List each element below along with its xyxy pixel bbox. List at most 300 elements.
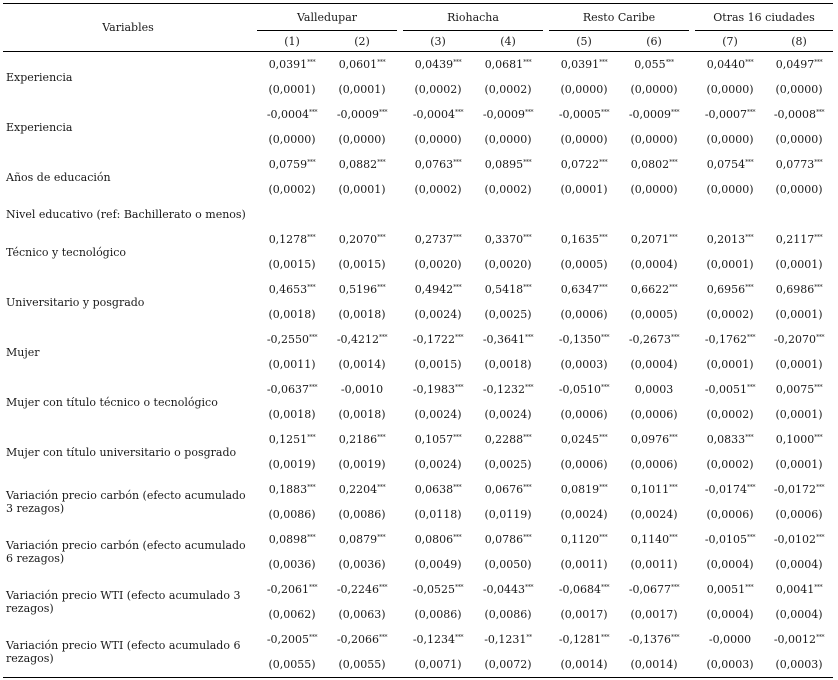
coefficient-cell <box>327 102 397 127</box>
coefficient-value: 0,0041 <box>775 583 815 596</box>
coefficient-cell <box>765 102 833 127</box>
standard-error-cell: (0,0001) <box>706 358 754 371</box>
coefficient-cell <box>403 577 473 602</box>
coefficient-value: -0,0000 <box>708 633 752 646</box>
significance-stars: *** <box>523 434 532 441</box>
coefficient-cell <box>619 152 689 177</box>
standard-error-cell: (0,0002) <box>268 183 316 196</box>
coefficient-cell <box>473 152 543 177</box>
coefficient-cell <box>257 102 327 127</box>
variable-label: Experiencia <box>6 120 73 134</box>
standard-error-cell: (0,0004) <box>706 608 754 621</box>
coefficient-cell <box>473 52 543 78</box>
coefficient-value: -0,0009 <box>482 108 526 121</box>
significance-stars: *** <box>523 484 532 491</box>
coefficient-cell <box>765 277 833 302</box>
coefficient-value: 0,4653 <box>268 283 308 296</box>
coefficient-value: 0,0806 <box>414 533 454 546</box>
coefficient-value: -0,1232 <box>482 383 526 396</box>
significance-stars: *** <box>309 584 318 591</box>
coefficient-value: 0,0722 <box>560 158 600 171</box>
standard-error-cell: (0,0002) <box>484 83 532 96</box>
variable-label: Variación precio WTI (efecto acumulado 6 rezagos) <box>3 627 253 678</box>
coefficient-value: 0,2117 <box>775 233 815 246</box>
coefficient-cell <box>257 327 327 352</box>
coefficient-cell <box>257 477 327 502</box>
standard-error-cell: (0,0072) <box>473 652 543 678</box>
significance-stars: *** <box>455 634 464 641</box>
coefficient-cell <box>403 152 473 177</box>
coefficient-cell <box>257 377 327 402</box>
standard-error-cell: (0,0000) <box>706 83 754 96</box>
significance-stars: *** <box>453 434 462 441</box>
coefficient-cell <box>695 52 765 78</box>
standard-error-cell: (0,0024) <box>560 508 608 521</box>
standard-error-cell: (0,0017) <box>560 608 608 621</box>
significance-stars: *** <box>523 59 532 66</box>
standard-error-cell: (0,0000) <box>268 133 316 146</box>
coefficient-value: 0,0245 <box>560 433 600 446</box>
coefficient-value: 0,1011 <box>630 483 670 496</box>
significance-stars: *** <box>453 159 462 166</box>
coefficient-value: -0,1983 <box>412 383 456 396</box>
coefficient-value: 0,1883 <box>268 483 308 496</box>
coefficient-row <box>3 527 833 552</box>
significance-stars: *** <box>377 59 386 66</box>
coefficient-cell <box>403 327 473 352</box>
significance-stars: *** <box>669 284 678 291</box>
coefficient-value: -0,0174 <box>704 483 748 496</box>
standard-error-cell: (0,0015) <box>338 258 386 271</box>
variable-label: Años de educación <box>6 170 111 184</box>
coefficient-value: 0,0676 <box>484 483 524 496</box>
variable-label: Experiencia <box>6 70 73 84</box>
coefficient-cell <box>473 277 543 302</box>
variable-label: Variación precio carbón (efecto acumulado 3 rezagos) <box>6 489 246 515</box>
standard-error-cell: (0,0119) <box>484 508 532 521</box>
coefficient-value: 0,5196 <box>338 283 378 296</box>
coefficient-value: -0,0012 <box>773 633 817 646</box>
standard-error-cell: (0,0025) <box>484 308 532 321</box>
coefficient-value: -0,0009 <box>336 108 380 121</box>
significance-stars: *** <box>455 384 464 391</box>
standard-error-cell: (0,0018) <box>338 408 386 421</box>
coefficient-value: -0,0004 <box>412 108 456 121</box>
significance-stars: *** <box>745 434 754 441</box>
standard-error-cell: (0,0000) <box>630 183 678 196</box>
coefficient-cell <box>695 377 765 402</box>
standard-error-cell: (0,0063) <box>338 608 386 621</box>
standard-error-cell: (0,0001) <box>775 308 823 321</box>
standard-error-cell: (0,0001) <box>560 183 608 196</box>
coefficient-value: -0,3641 <box>482 333 526 346</box>
coefficient-cell <box>327 152 397 177</box>
significance-stars: *** <box>747 109 756 116</box>
standard-error-cell: (0,0000) <box>484 133 532 146</box>
standard-error-cell: (0,0001) <box>775 258 823 271</box>
column-header: (6) <box>619 31 689 52</box>
coefficient-value: 0,1635 <box>560 233 600 246</box>
standard-error-cell: (0,0000) <box>630 133 678 146</box>
standard-error-cell: (0,0004) <box>775 608 823 621</box>
significance-stars: *** <box>601 634 610 641</box>
significance-stars: *** <box>455 334 464 341</box>
coefficient-row <box>3 277 833 302</box>
significance-stars: *** <box>525 109 534 116</box>
table-body <box>3 52 833 678</box>
significance-stars: *** <box>525 584 534 591</box>
coefficient-cell <box>403 427 473 452</box>
significance-stars: *** <box>525 334 534 341</box>
coefficient-cell <box>619 477 689 502</box>
coefficient-cell <box>403 627 473 652</box>
coefficient-cell <box>473 427 543 452</box>
significance-stars: *** <box>377 484 386 491</box>
significance-stars: *** <box>745 159 754 166</box>
coefficient-cell <box>327 52 397 78</box>
standard-error-cell: (0,0086) <box>414 608 462 621</box>
coefficient-cell <box>403 102 473 127</box>
coefficient-value: -0,2005 <box>266 633 310 646</box>
column-header: (4) <box>473 31 543 52</box>
significance-stars: *** <box>309 334 318 341</box>
significance-stars: *** <box>816 109 825 116</box>
significance-stars: *** <box>814 59 823 66</box>
significance-stars: *** <box>671 109 680 116</box>
coefficient-value: 0,1140 <box>630 533 670 546</box>
significance-stars: *** <box>747 384 756 391</box>
coefficient-value: 0,0601 <box>338 58 378 71</box>
group-header-otras-ciudades: Otras 16 ciudades <box>695 4 833 31</box>
significance-stars: *** <box>307 159 316 166</box>
coefficient-cell <box>695 277 765 302</box>
coefficient-row <box>3 52 833 78</box>
coefficient-cell <box>473 327 543 352</box>
standard-error-cell: (0,0018) <box>268 408 316 421</box>
significance-stars: *** <box>525 384 534 391</box>
regression-table <box>3 3 833 678</box>
standard-error-cell: (0,0000) <box>775 83 823 96</box>
significance-stars: *** <box>523 284 532 291</box>
coefficient-value: 0,3370 <box>484 233 524 246</box>
coefficient-cell <box>257 277 327 302</box>
coefficient-value: 0,0638 <box>414 483 454 496</box>
standard-error-cell: (0,0071) <box>403 652 473 678</box>
coefficient-cell <box>257 427 327 452</box>
coefficient-cell <box>473 227 543 252</box>
coefficient-cell <box>695 152 765 177</box>
standard-error-cell: (0,0006) <box>630 458 678 471</box>
coefficient-cell <box>695 477 765 502</box>
significance-stars: *** <box>745 59 754 66</box>
standard-error-cell: (0,0014) <box>619 652 689 678</box>
coefficient-cell <box>765 627 833 652</box>
coefficient-cell <box>327 527 397 552</box>
coefficient-value: 0,0439 <box>414 58 454 71</box>
variables-header: Variables <box>3 4 253 52</box>
coefficient-value: 0,0898 <box>268 533 308 546</box>
coefficient-cell <box>549 377 619 402</box>
coefficient-cell <box>257 627 327 652</box>
standard-error-cell: (0,0006) <box>630 408 678 421</box>
standard-error-cell: (0,0006) <box>560 408 608 421</box>
coefficient-value: 0,2288 <box>484 433 524 446</box>
coefficient-value: 0,1000 <box>775 433 815 446</box>
standard-error-cell: (0,0014) <box>338 358 386 371</box>
coefficient-value: 0,0879 <box>338 533 378 546</box>
standard-error-cell: (0,0050) <box>484 558 532 571</box>
significance-stars: *** <box>814 434 823 441</box>
significance-stars: *** <box>814 284 823 291</box>
standard-error-cell: (0,0019) <box>338 458 386 471</box>
significance-stars: *** <box>669 534 678 541</box>
standard-error-cell: (0,0000) <box>706 133 754 146</box>
coefficient-value: 0,1120 <box>560 533 600 546</box>
coefficient-cell <box>765 327 833 352</box>
coefficient-value: -0,1762 <box>704 333 748 346</box>
standard-error-cell: (0,0000) <box>630 83 678 96</box>
significance-stars: *** <box>816 534 825 541</box>
coefficient-cell <box>549 327 619 352</box>
significance-stars: *** <box>379 334 388 341</box>
standard-error-cell: (0,0049) <box>414 558 462 571</box>
coefficient-value: 0,0763 <box>414 158 454 171</box>
coefficient-cell <box>549 427 619 452</box>
coefficient-value: -0,1231 <box>484 633 527 646</box>
standard-error-cell: (0,0024) <box>414 408 462 421</box>
significance-stars: *** <box>307 484 316 491</box>
coefficient-cell <box>549 52 619 78</box>
coefficient-cell <box>327 277 397 302</box>
coefficient-cell <box>473 527 543 552</box>
standard-error-cell: (0,0005) <box>630 308 678 321</box>
coefficient-value: -0,0007 <box>704 108 748 121</box>
coefficient-cell <box>549 227 619 252</box>
significance-stars: *** <box>601 584 610 591</box>
coefficient-value: 0,0759 <box>268 158 308 171</box>
coefficient-cell <box>765 377 833 402</box>
variable-label: Variación precio carbón (efecto acumulado 6 rezagos) <box>6 539 246 565</box>
coefficient-value: 0,0833 <box>706 433 746 446</box>
coefficient-row <box>3 327 833 352</box>
variable-label: Mujer con título universitario o posgrado <box>6 445 237 459</box>
coefficient-value: 0,0391 <box>560 58 600 71</box>
coefficient-value: 0,0681 <box>484 58 524 71</box>
significance-stars: *** <box>601 109 610 116</box>
coefficient-value: 0,2070 <box>338 233 378 246</box>
coefficient-row <box>3 627 833 652</box>
coefficient-cell <box>473 377 543 402</box>
coefficient-value: 0,0882 <box>338 158 378 171</box>
standard-error-cell: (0,0015) <box>414 358 462 371</box>
coefficient-cell <box>327 327 397 352</box>
significance-stars: *** <box>816 634 825 641</box>
standard-error-cell: (0,0006) <box>560 308 608 321</box>
standard-error-cell: (0,0000) <box>775 133 823 146</box>
group-header-riohacha: Riohacha <box>403 4 543 31</box>
significance-stars: *** <box>745 284 754 291</box>
coefficient-cell <box>327 227 397 252</box>
standard-error-cell: (0,0011) <box>560 558 608 571</box>
coefficient-cell <box>695 577 765 602</box>
significance-stars: ** <box>526 634 532 641</box>
coefficient-value: -0,0009 <box>628 108 672 121</box>
significance-stars: *** <box>814 234 823 241</box>
significance-stars: *** <box>671 634 680 641</box>
group-header-resto-caribe: Resto Caribe <box>549 4 689 31</box>
significance-stars: *** <box>745 584 754 591</box>
coefficient-value: 0,0773 <box>775 158 815 171</box>
coefficient-cell <box>403 477 473 502</box>
standard-error-cell: (0,0005) <box>560 258 608 271</box>
significance-stars: *** <box>379 634 388 641</box>
coefficient-cell <box>549 152 619 177</box>
coefficient-value: -0,2066 <box>336 633 380 646</box>
coefficient-cell <box>619 227 689 252</box>
standard-error-cell: (0,0025) <box>484 458 532 471</box>
significance-stars: *** <box>747 534 756 541</box>
standard-error-cell: (0,0002) <box>414 83 462 96</box>
significance-stars: *** <box>747 334 756 341</box>
standard-error-cell: (0,0000) <box>706 183 754 196</box>
coefficient-value: 0,0391 <box>268 58 308 71</box>
significance-stars: *** <box>814 384 823 391</box>
coefficient-value: -0,1376 <box>628 633 672 646</box>
standard-error-cell: (0,0003) <box>695 652 765 678</box>
coefficient-value: 0,1057 <box>414 433 454 446</box>
coefficient-cell <box>765 227 833 252</box>
coefficient-cell <box>765 527 833 552</box>
coefficient-value: -0,0172 <box>773 483 817 496</box>
coefficient-cell <box>257 577 327 602</box>
coefficient-value: -0,2246 <box>336 583 380 596</box>
standard-error-cell: (0,0003) <box>765 652 833 678</box>
coefficient-cell <box>619 277 689 302</box>
significance-stars: *** <box>816 334 825 341</box>
significance-stars: *** <box>599 159 608 166</box>
coefficient-value: 0,5418 <box>484 283 524 296</box>
coefficient-value: -0,0684 <box>558 583 602 596</box>
standard-error-cell: (0,0004) <box>630 258 678 271</box>
coefficient-row <box>3 152 833 177</box>
column-header: (1) <box>257 31 327 52</box>
coefficient-cell <box>619 627 689 652</box>
coefficient-value: -0,1234 <box>412 633 456 646</box>
standard-error-cell: (0,0001) <box>706 258 754 271</box>
significance-stars: *** <box>669 234 678 241</box>
standard-error-cell: (0,0006) <box>560 458 608 471</box>
standard-error-cell: (0,0000) <box>560 83 608 96</box>
coefficient-value: -0,0443 <box>482 583 526 596</box>
section-label: Nivel educativo (ref: Bachillerato o menos) <box>6 208 246 221</box>
significance-stars: *** <box>816 484 825 491</box>
significance-stars: *** <box>453 284 462 291</box>
standard-error-cell: (0,0001) <box>775 358 823 371</box>
coefficient-cell <box>549 577 619 602</box>
standard-error-cell: (0,0004) <box>775 558 823 571</box>
coefficient-value: -0,1281 <box>558 633 602 646</box>
significance-stars: *** <box>455 584 464 591</box>
variable-label: Mujer con título técnico o tecnológico <box>6 395 218 409</box>
standard-error-cell: (0,0000) <box>414 133 462 146</box>
coefficient-value: -0,1350 <box>558 333 602 346</box>
coefficient-value: 0,2071 <box>630 233 670 246</box>
standard-error-cell: (0,0000) <box>775 183 823 196</box>
coefficient-row <box>3 377 833 402</box>
significance-stars: *** <box>307 434 316 441</box>
coefficient-value: -0,0005 <box>558 108 602 121</box>
variable-label: Técnico y tecnológico <box>6 245 127 259</box>
coefficient-cell <box>695 527 765 552</box>
standard-error-cell: (0,0002) <box>706 458 754 471</box>
coefficient-value: -0,0010 <box>340 383 384 396</box>
significance-stars: *** <box>814 159 823 166</box>
standard-error-cell: (0,0018) <box>268 308 316 321</box>
significance-stars: *** <box>523 534 532 541</box>
coefficient-value: -0,2550 <box>266 333 310 346</box>
significance-stars: *** <box>377 434 386 441</box>
coefficient-cell <box>619 377 689 402</box>
coefficient-cell <box>695 102 765 127</box>
standard-error-cell: (0,0000) <box>338 133 386 146</box>
coefficient-value: 0,1251 <box>268 433 308 446</box>
significance-stars: *** <box>307 284 316 291</box>
standard-error-cell: (0,0024) <box>630 508 678 521</box>
significance-stars: *** <box>814 584 823 591</box>
coefficient-cell <box>473 477 543 502</box>
significance-stars: *** <box>523 234 532 241</box>
coefficient-value: 0,1278 <box>268 233 308 246</box>
significance-stars: *** <box>599 434 608 441</box>
standard-error-cell: (0,0018) <box>338 308 386 321</box>
coefficient-cell <box>695 327 765 352</box>
coefficient-value: 0,6956 <box>706 283 746 296</box>
significance-stars: *** <box>379 584 388 591</box>
coefficient-value: 0,4942 <box>414 283 454 296</box>
significance-stars: *** <box>599 59 608 66</box>
coefficient-value: 0,0003 <box>634 383 674 396</box>
variable-label: Variación precio WTI (efecto acumulado 3 rezagos) <box>6 589 241 615</box>
standard-error-cell: (0,0014) <box>549 652 619 678</box>
significance-stars: *** <box>671 584 680 591</box>
coefficient-value: -0,2070 <box>773 333 817 346</box>
coefficient-row <box>3 102 833 127</box>
standard-error-cell: (0,0001) <box>775 408 823 421</box>
coefficient-value: 0,0976 <box>630 433 670 446</box>
column-header: (7) <box>695 31 765 52</box>
coefficient-value: -0,0102 <box>773 533 817 546</box>
coefficient-value: 0,0802 <box>630 158 670 171</box>
significance-stars: *** <box>377 159 386 166</box>
coefficient-cell <box>327 577 397 602</box>
coefficient-cell <box>327 377 397 402</box>
significance-stars: *** <box>669 484 678 491</box>
coefficient-cell <box>549 277 619 302</box>
standard-error-cell: (0,0024) <box>414 308 462 321</box>
coefficient-cell <box>619 527 689 552</box>
standard-error-cell: (0,0011) <box>268 358 316 371</box>
coefficient-cell <box>403 527 473 552</box>
coefficient-value: 0,6986 <box>775 283 815 296</box>
significance-stars: *** <box>669 434 678 441</box>
coefficient-value: 0,6622 <box>630 283 670 296</box>
coefficient-value: -0,2061 <box>266 583 310 596</box>
coefficient-value: -0,0637 <box>266 383 310 396</box>
coefficient-cell <box>327 477 397 502</box>
standard-error-cell: (0,0024) <box>484 408 532 421</box>
coefficient-cell <box>765 577 833 602</box>
significance-stars: *** <box>377 284 386 291</box>
